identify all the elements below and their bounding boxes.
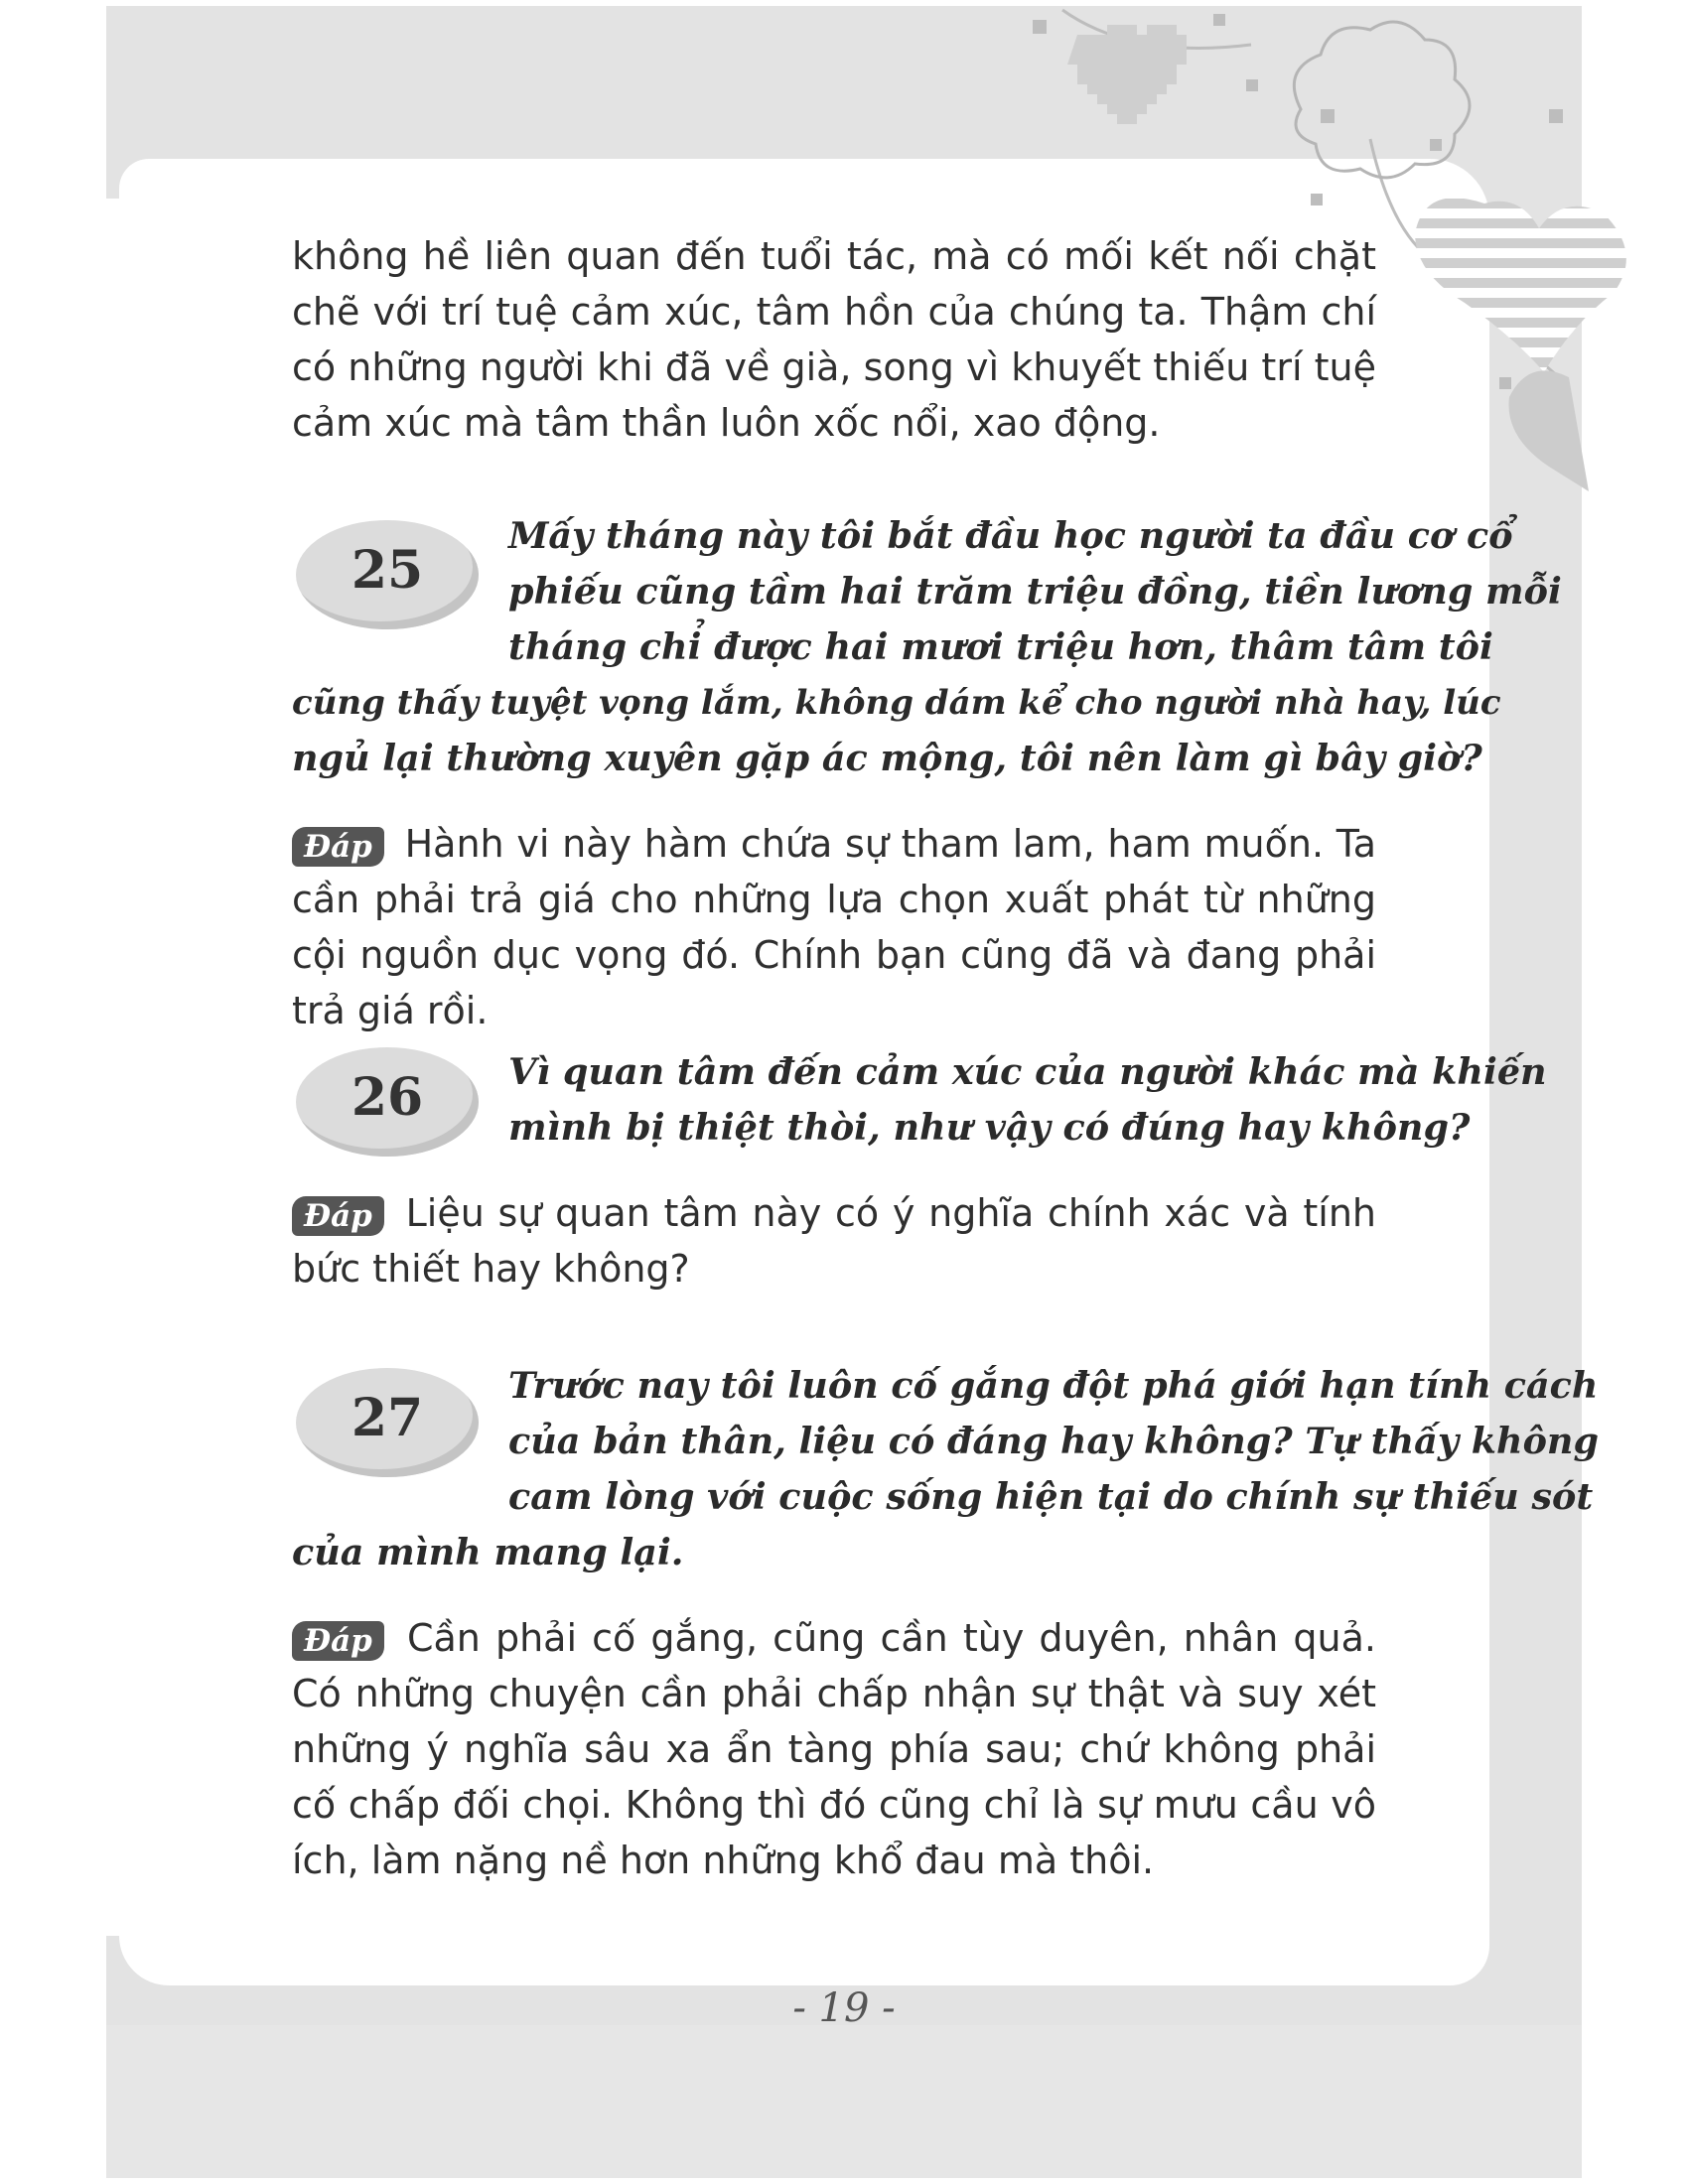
answer-label: Đáp xyxy=(292,1621,384,1661)
question-line: Mấy tháng này tôi bắt đầu học người ta đầu cơ cổ xyxy=(508,514,1513,557)
question-line: Vì quan tâm đến cảm xúc của người khác mà khiến xyxy=(508,1050,1547,1093)
question-line: tháng chỉ được hai mươi triệu hơn, thâm tâm tôi xyxy=(508,625,1493,668)
question-line: mình bị thiệt thòi, như vậy có đúng hay không? xyxy=(508,1106,1471,1149)
intro-paragraph: không hề liên quan đến tuổi tác, mà có mối kết nối chặt chẽ với trí tuệ cảm xúc, tâm hồn của chúng ta. Thậm chí có những người khi đã về già, song vì khuyết thiếu trí tuệ cảm xúc mà tâm thần luôn xốc nổi, xao động. xyxy=(292,234,1376,445)
small-heart-icon xyxy=(1509,370,1590,491)
answer-text: Hành vi này hàm chứa sự tham lam, ham muốn. Ta cần phải trả giá cho những lựa chọn xuất phát từ những cội nguồn dục vọng đó. Chính bạn cũng đã và đang phải trả giá rồi. xyxy=(292,822,1376,1032)
question-number: 27 xyxy=(351,1388,424,1448)
page-number: - 19 - xyxy=(792,1985,896,2031)
answer-25 xyxy=(292,816,1376,1038)
question-number-badge xyxy=(296,1047,479,1157)
question-line: cũng thấy tuyệt vọng lắm, không dám kể cho người nhà hay, lúc xyxy=(292,683,1501,723)
answer-26 xyxy=(292,1185,1376,1297)
cloud-icon xyxy=(1294,22,1470,178)
question-number: 25 xyxy=(351,540,424,601)
question-number: 26 xyxy=(351,1067,424,1128)
pixel-heart-icon xyxy=(1067,25,1187,124)
question-line: ngủ lại thường xuyên gặp ác mộng, tôi nên làm gì bây giờ? xyxy=(292,737,1482,779)
bottom-brush-band xyxy=(106,2025,1582,2178)
answer-label: Đáp xyxy=(292,827,384,867)
question-number-badge xyxy=(296,520,479,629)
answer-label: Đáp xyxy=(292,1196,384,1236)
striped-heart-icon xyxy=(1415,198,1626,372)
answer-text: Cần phải cố gắng, cũng cần tùy duyên, nhân quả. Có những chuyện cần phải chấp nhận sự thật và suy xét những ý nghĩa sâu xa ẩn tàng phía sau; chứ không phải cố chấp đối chọi. Không thì đó cũng chỉ là sự mưu cầu vô ích, làm nặng nề hơn những khổ đau mà thôi. xyxy=(292,1616,1376,1882)
question-line: cam lòng với cuộc sống hiện tại do chính sự thiếu sót xyxy=(508,1475,1594,1518)
question-line: phiếu cũng tầm hai trăm triệu đồng, tiền lương mỗi xyxy=(508,570,1562,613)
question-line: của mình mang lại. xyxy=(292,1531,684,1573)
question-line: Trước nay tôi luôn cố gắng đột phá giới hạn tính cách xyxy=(508,1364,1599,1407)
question-number-badge xyxy=(296,1368,479,1477)
answer-27 xyxy=(292,1610,1376,1888)
question-line: của bản thân, liệu có đáng hay không? Tự thấy không xyxy=(508,1420,1599,1462)
answer-text: Liệu sự quan tâm này có ý nghĩa chính xác và tính bức thiết hay không? xyxy=(292,1191,1376,1291)
